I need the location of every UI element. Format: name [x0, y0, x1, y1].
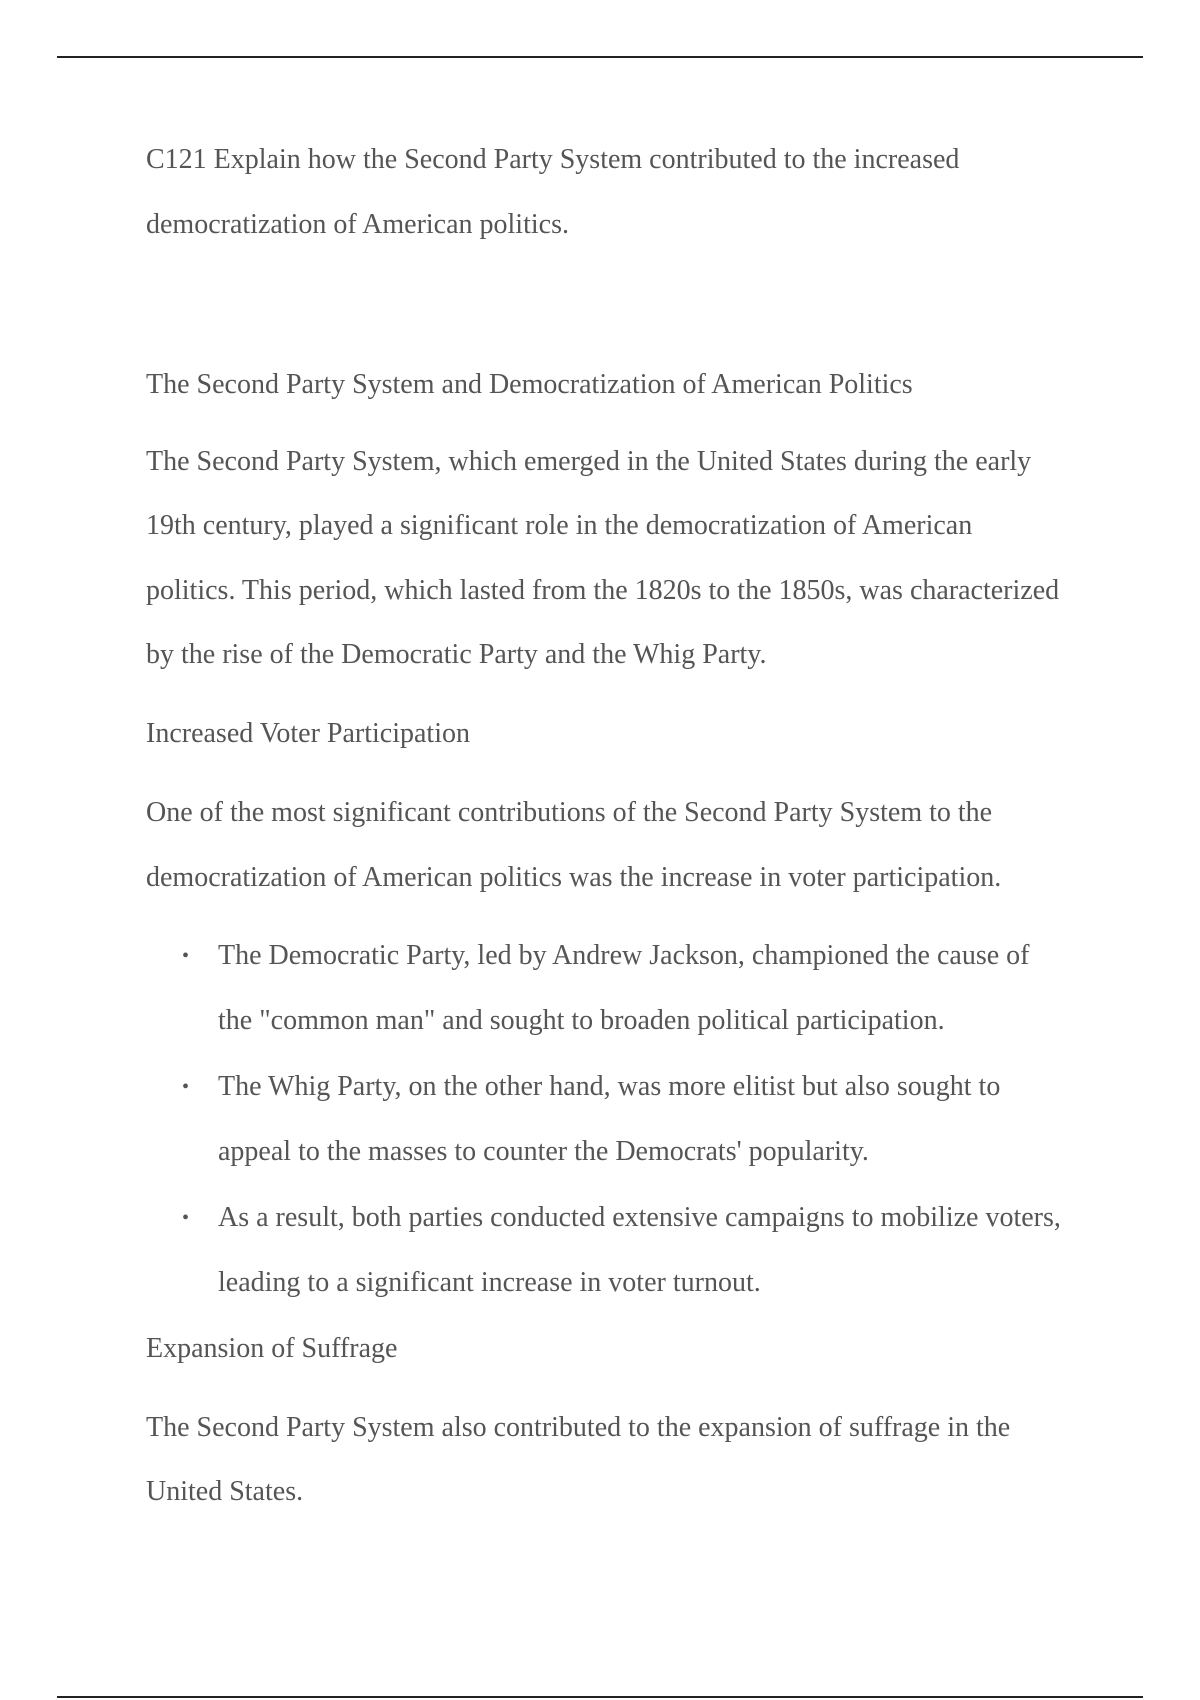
bullet-icon: •	[182, 1207, 190, 1229]
bullet-icon: •	[182, 945, 190, 967]
top-rule	[57, 56, 1143, 58]
suffrage-paragraph: The Second Party System also contributed to the expansion of suffrage in the United States.	[146, 1411, 1011, 1507]
section-heading-voter-participation: Increased Voter Participation	[146, 717, 470, 749]
document-body	[146, 128, 1066, 1539]
section-heading-suffrage: Expansion of Suffrage	[146, 1333, 398, 1364]
list-item-text: The Democratic Party, led by Andrew Jackson, championed the cause of the "common man" and sought to broaden political participation.	[218, 940, 1030, 1036]
document-title: The Second Party System and Democratization of American Politics	[146, 369, 913, 400]
list-item-text: The Whig Party, on the other hand, was more elitist but also sought to appeal to the masses to counter the Democrats' popularity.	[218, 1071, 1001, 1167]
bottom-rule	[57, 1696, 1143, 1698]
list-item-text: As a result, both parties conducted extensive campaigns to mobilize voters, leading to a significant increase in voter turnout.	[218, 1202, 1061, 1298]
list-item	[146, 1186, 1066, 1315]
list-item	[146, 1055, 1066, 1184]
voter-participation-paragraph: One of the most significant contributions of the Second Party System to the democratization of American politics was the increase in voter participation.	[146, 797, 1002, 893]
intro-paragraph: The Second Party System, which emerged in the United States during the early 19th century, played a significant role in the democratization of American politics. This period, which lasted from the 1820s to the 1850s, was characterized by the rise of the Democratic Party and the Whig Party.	[146, 445, 1060, 670]
list-item	[146, 924, 1066, 1053]
bullet-list	[146, 924, 1066, 1315]
question-text: C121 Explain how the Second Party System contributed to the increased democratization of American politics.	[146, 144, 960, 240]
bullet-icon: •	[182, 1076, 190, 1098]
